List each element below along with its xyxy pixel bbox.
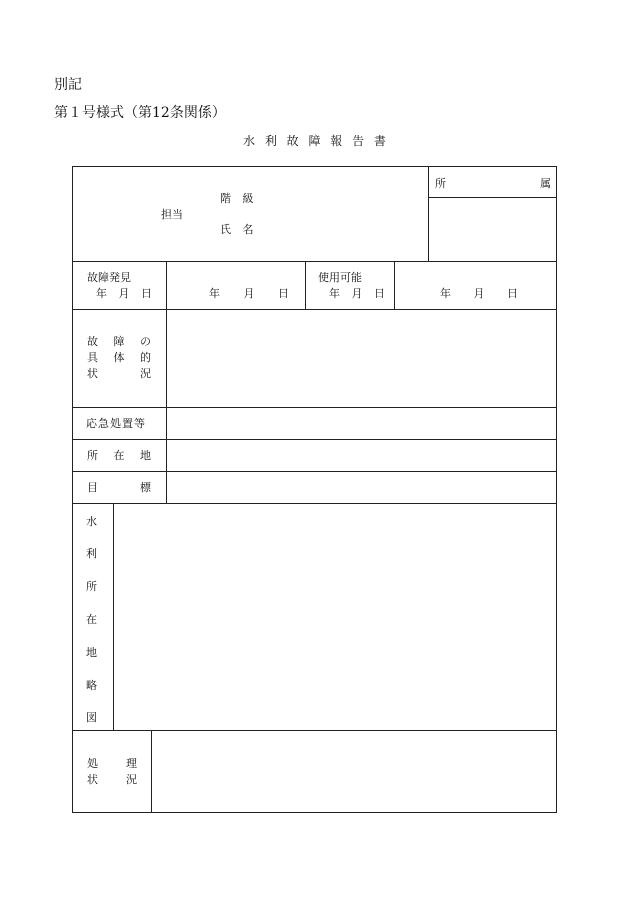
- usable-label: 使用可能: [318, 271, 362, 284]
- form-label: 第１号様式（第12条関係）: [54, 105, 226, 121]
- ymd-day: 日: [374, 287, 385, 300]
- details-field[interactable]: [167, 310, 556, 406]
- details-char: 故: [87, 335, 98, 348]
- location-label: [87, 450, 151, 461]
- ymd-year: 年: [329, 287, 340, 300]
- ymd-month: 月: [243, 287, 255, 300]
- ymd-day: 日: [141, 287, 152, 300]
- map-label-char: 略: [86, 679, 97, 692]
- usable-ymd-label: [329, 288, 385, 299]
- ymd-month: 月: [351, 287, 363, 300]
- location-field[interactable]: [167, 440, 556, 470]
- emergency-label: 応急処置等: [86, 417, 146, 430]
- details-char: の: [140, 335, 151, 348]
- details-label-line-1: [87, 336, 151, 347]
- location-char: 在: [113, 449, 125, 462]
- status-char: 況: [126, 773, 137, 786]
- usable-date-field[interactable]: [440, 288, 518, 299]
- location-char: 地: [140, 449, 151, 462]
- discovered-date-field[interactable]: [209, 288, 289, 299]
- details-char: 体: [113, 351, 125, 364]
- status-char: 状: [87, 773, 98, 786]
- details-char: 状: [87, 367, 98, 380]
- line-after-reporter: [72, 261, 557, 262]
- line-date-col-2: [305, 261, 306, 309]
- landmark-label: [87, 482, 151, 493]
- map-label-char: 所: [86, 580, 97, 593]
- details-char: 況: [140, 367, 151, 380]
- ymd-month: 月: [473, 287, 485, 300]
- landmark-field[interactable]: [167, 472, 556, 502]
- shozoku-char-1: 所: [435, 177, 446, 190]
- ymd-year: 年: [96, 287, 107, 300]
- status-label-line-1: [87, 758, 137, 769]
- shimei-label: 氏 名: [220, 223, 258, 236]
- status-char: 処: [87, 757, 98, 770]
- map-drawing-area[interactable]: [114, 504, 556, 729]
- details-char: 的: [140, 351, 151, 364]
- map-label-char: 在: [86, 613, 97, 626]
- details-char: 具: [87, 351, 98, 364]
- details-label-line-2: [87, 352, 151, 363]
- map-label-char: 利: [86, 547, 97, 560]
- line-shozoku-header: [428, 197, 557, 198]
- shozoku-label: [435, 178, 551, 189]
- annex-label: 別記: [54, 77, 82, 93]
- ymd-day: 日: [278, 287, 289, 300]
- tanto-label: 担当: [161, 208, 183, 221]
- map-label-char: 図: [86, 711, 97, 724]
- status-char: 理: [126, 757, 137, 770]
- discovered-label: 故障発見: [87, 271, 131, 284]
- status-field[interactable]: [152, 731, 556, 812]
- details-label-line-3: [87, 368, 151, 379]
- ymd-month: 月: [118, 287, 130, 300]
- line-shozoku-divider: [428, 166, 429, 261]
- discovered-ymd-label: [96, 288, 152, 299]
- kaikyu-label: 階 級: [220, 192, 258, 205]
- ymd-year: 年: [209, 287, 220, 300]
- landmark-char: 目: [87, 481, 98, 494]
- line-date-col-3: [394, 261, 395, 309]
- map-label-char: 水: [86, 515, 97, 528]
- page-title: 水 利 故 障 報 告 書: [243, 134, 389, 148]
- status-label-line-2: [87, 774, 137, 785]
- landmark-char: 標: [140, 481, 151, 494]
- map-label-char: 地: [86, 646, 97, 659]
- details-char: 障: [113, 335, 125, 348]
- shozoku-char-2: 属: [540, 177, 551, 190]
- location-char: 所: [87, 449, 98, 462]
- emergency-field[interactable]: [167, 408, 556, 438]
- ymd-day: 日: [507, 287, 518, 300]
- ymd-year: 年: [440, 287, 451, 300]
